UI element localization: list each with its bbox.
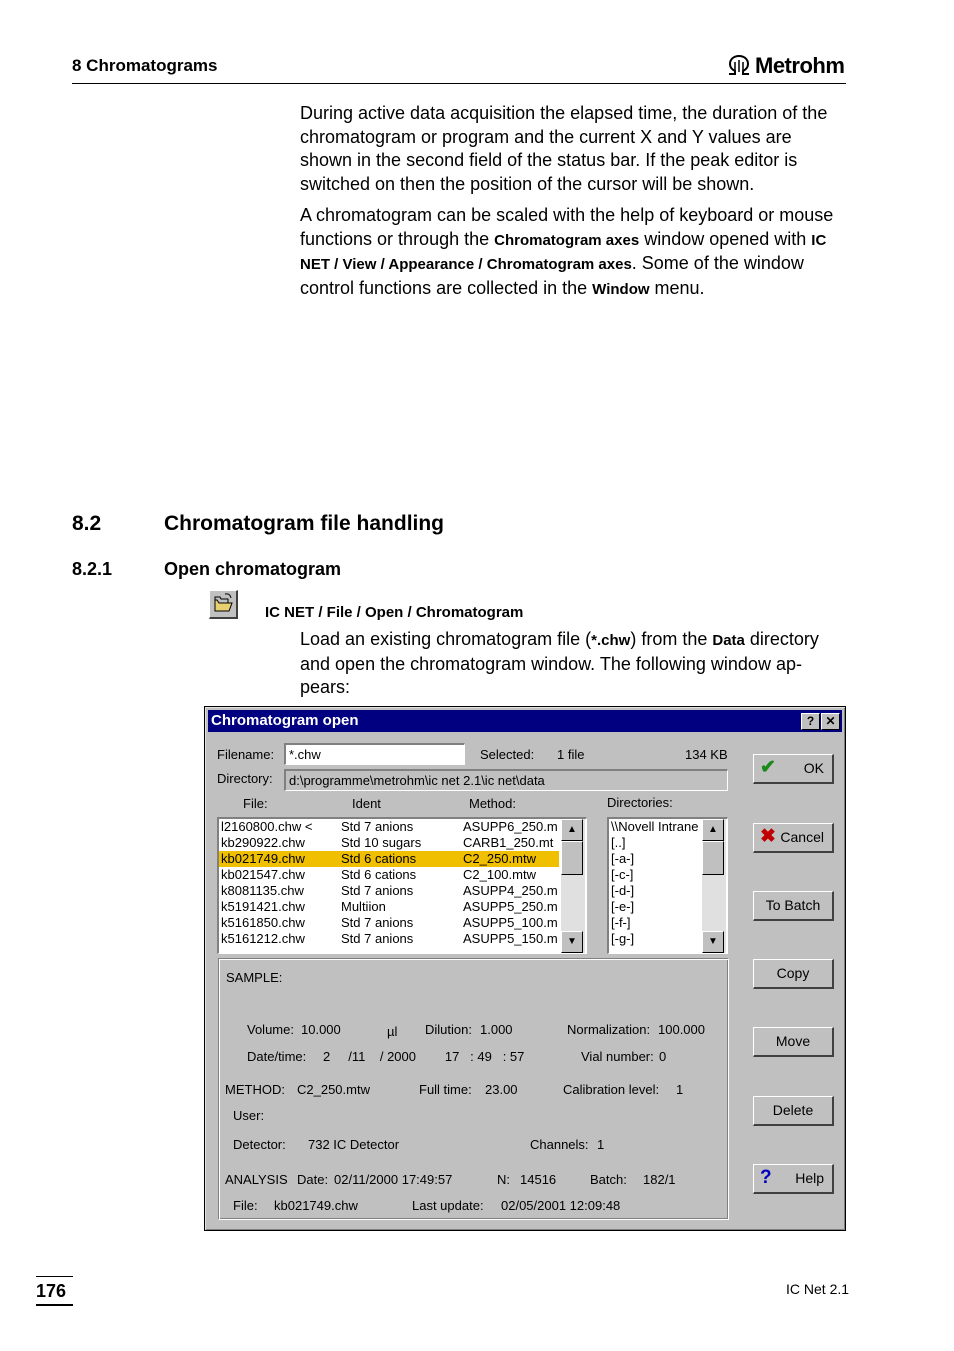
file-list-row[interactable] — [219, 835, 559, 851]
page-number-rule-top — [36, 1276, 73, 1277]
normalization-label: Normalization: — [567, 1022, 651, 1037]
analysis-date-value: 02/11/2000 17:49:57 — [334, 1172, 453, 1187]
datetime-value: 2 /11 / 2000 17 : 49 : 57 — [323, 1049, 525, 1064]
method-label: METHOD: — [225, 1082, 285, 1097]
method-value: C2_250.mtw — [297, 1082, 370, 1097]
normalization-value: 100.000 — [658, 1022, 705, 1037]
directory-list-item[interactable]: [-c-] — [611, 867, 634, 882]
file-list-row[interactable] — [219, 899, 559, 915]
file-list-method: C2_100.mtw — [463, 867, 536, 882]
dilution-label: Dilution: — [425, 1022, 472, 1037]
method-column-header: Method: — [469, 796, 516, 811]
copy-button[interactable]: Copy — [753, 959, 834, 989]
file-list-row[interactable] — [219, 883, 559, 899]
file-column-header: File: — [243, 796, 268, 811]
directory-list-item[interactable]: [-d-] — [611, 883, 635, 898]
open-folder-icon[interactable] — [209, 590, 238, 619]
file-list-file: k5191421.chw — [221, 899, 305, 914]
close-icon[interactable]: ✕ — [821, 713, 840, 730]
cancel-button[interactable] — [753, 823, 834, 853]
file-list[interactable] — [217, 817, 587, 954]
file-list-ident: Multiion — [341, 899, 386, 914]
directory-list-item[interactable]: [-g-] — [611, 931, 635, 946]
fulltime-value: 23.00 — [485, 1082, 518, 1097]
move-button[interactable]: Move — [753, 1027, 834, 1057]
scroll-thumb[interactable] — [702, 841, 724, 875]
file-list-row[interactable] — [219, 915, 559, 931]
file-list-file: kb021749.chw — [221, 851, 305, 866]
directories-list[interactable] — [607, 817, 728, 954]
checkmark-icon: ✔ — [760, 757, 776, 778]
file-list-row[interactable] — [219, 851, 559, 867]
directory-field: d:\programme\metrohm\ic net 2.1\ic net\data — [284, 769, 728, 791]
file-list-ident: Std 10 sugars — [341, 835, 422, 850]
detector-value: 732 IC Detector — [308, 1137, 400, 1152]
file-list-method: ASUPP6_250.m — [463, 819, 558, 834]
last-update-label: Last update: — [412, 1198, 484, 1213]
chapter-heading: 8 Chromatograms — [72, 56, 218, 75]
scroll-up-icon[interactable]: ▲ — [702, 819, 724, 841]
dialog-title-bar — [208, 710, 842, 732]
dilution-value: 1.000 — [480, 1022, 513, 1037]
file-list-ident: Std 7 anions — [341, 915, 414, 930]
file-list-row[interactable] — [219, 931, 559, 947]
last-update-value: 02/05/2001 12:09:48 — [501, 1198, 621, 1213]
to-batch-button[interactable]: To Batch — [753, 891, 834, 921]
paragraph-load: Load an existing chromatogram file (*.chw) from the Data directory and open the chromatogram window. The following window ap-pears: — [300, 629, 819, 697]
selected-label: Selected: — [480, 747, 535, 762]
dir-list-scrollbar[interactable] — [702, 819, 726, 953]
page-number: 176 — [36, 1281, 67, 1301]
channels-value: 1 — [597, 1137, 605, 1152]
directory-list-item[interactable]: \\Novell Intrane — [611, 819, 699, 834]
file-list-method: CARB1_250.mt — [463, 835, 554, 850]
file-list-method: ASUPP4_250.m — [463, 883, 558, 898]
sample-info-panel — [218, 958, 729, 1220]
file-value: kb021749.chw — [274, 1198, 358, 1213]
metrohm-logo — [726, 53, 844, 79]
batch-value: 182/1 — [643, 1172, 676, 1187]
paragraph-scaling: A chromatogram can be scaled with the help of keyboard or mouse functions or through the Chromatogram axes window opened with IC NET / View / Appearance / Chromatogram axes. Some of the window control functions are collected in the Window menu. — [300, 205, 834, 298]
detector-label: Detector: — [233, 1137, 286, 1152]
vial-number-label: Vial number: — [581, 1049, 654, 1064]
volume-value: 10.000 — [301, 1022, 341, 1037]
x-mark-icon: ✖ — [760, 826, 776, 847]
selected-size: 134 KB — [685, 747, 728, 762]
file-list-ident: Std 6 cations — [341, 867, 417, 882]
file-list-ident: Std 6 cations — [341, 851, 417, 866]
dialog-title: Chromatogram open — [211, 712, 359, 729]
directory-list-item[interactable]: [-f-] — [611, 915, 631, 930]
header-rule — [72, 83, 846, 84]
ok-button-label: OK — [803, 760, 824, 776]
file-list-row[interactable] — [219, 819, 559, 835]
datetime-label: Date/time: — [247, 1049, 307, 1064]
chromatogram-open-dialog — [204, 706, 846, 1231]
user-label: User: — [233, 1108, 265, 1123]
section-heading: 8.2 Chromatogram file handling — [72, 512, 445, 535]
file-list-scrollbar[interactable] — [561, 819, 585, 953]
scroll-down-icon[interactable]: ▼ — [702, 931, 724, 953]
help-button-label: Help — [795, 1170, 824, 1186]
file-list-file: kb021547.chw — [221, 867, 305, 882]
file-list-method: ASUPP5_100.m — [463, 915, 558, 930]
cancel-button-label: Cancel — [780, 829, 824, 845]
paragraph-status-bar: During active data acquisition the elapsed time, the duration of the chromatogram or program and the current X and Y values are shown in the second field of the status bar. If the peak editor is switched on then the position of the cursor will be shown. — [300, 103, 828, 194]
file-list-file: kb290922.chw — [221, 835, 305, 850]
fulltime-label: Full time: — [419, 1082, 472, 1097]
selected-value: 1 file — [557, 747, 585, 762]
help-button[interactable] — [753, 1164, 834, 1194]
n-label: N: — [497, 1172, 510, 1187]
page-number-rule — [36, 1304, 73, 1306]
directories-label: Directories: — [607, 795, 673, 810]
file-list-file: k8081135.chw — [221, 883, 304, 898]
directory-label: Directory: — [217, 771, 273, 786]
calibration-level-label: Calibration level: — [563, 1082, 660, 1097]
ok-button[interactable] — [753, 754, 834, 784]
vial-number-value: 0 — [659, 1049, 667, 1064]
file-label: File: — [233, 1198, 258, 1213]
product-name: IC Net 2.1 — [786, 1281, 850, 1297]
filename-label: Filename: — [217, 747, 275, 762]
file-list-file: k5161212.chw — [221, 931, 305, 946]
calibration-level-value: 1 — [676, 1082, 684, 1097]
scroll-thumb[interactable] — [561, 841, 583, 875]
directory-list-item[interactable]: [-a-] — [611, 851, 635, 866]
file-list-method: C2_250.mtw — [463, 851, 536, 866]
file-list-file: l2160800.chw < — [221, 819, 313, 834]
volume-label: Volume: — [247, 1022, 294, 1037]
question-mark-icon: ? — [760, 1167, 772, 1188]
file-list-row[interactable] — [219, 867, 559, 883]
directory-list-item[interactable]: [..] — [611, 835, 626, 850]
file-list-ident: Std 7 anions — [341, 883, 414, 898]
ident-column-header: Ident — [352, 796, 381, 811]
n-value: 14516 — [520, 1172, 557, 1187]
subsection-heading: 8.2.1 Open chromatogram — [72, 559, 342, 579]
channels-label: Channels: — [530, 1137, 589, 1152]
omega-logo-icon — [726, 54, 752, 76]
delete-button[interactable]: Delete — [753, 1096, 834, 1126]
scroll-up-icon[interactable]: ▲ — [561, 819, 583, 841]
filename-input[interactable]: *.chw — [284, 743, 465, 765]
file-list-ident: Std 7 anions — [341, 931, 414, 946]
file-list-method: ASUPP5_150.m — [463, 931, 558, 946]
file-list-method: ASUPP5_250.m — [463, 899, 558, 914]
file-list-file: k5161850.chw — [221, 915, 305, 930]
scroll-down-icon[interactable]: ▼ — [561, 931, 583, 953]
file-list-ident: Std 7 anions — [341, 819, 414, 834]
sample-label: SAMPLE: — [226, 970, 283, 985]
analysis-date-label: Date: — [297, 1172, 329, 1187]
directory-list-item[interactable]: [-e-] — [611, 899, 635, 914]
analysis-label: ANALYSIS — [225, 1172, 288, 1187]
help-icon[interactable]: ? — [801, 713, 820, 730]
batch-label: Batch: — [590, 1172, 627, 1187]
logo-text: Metrohm — [755, 53, 845, 78]
menu-path: IC NET / File / Open / Chromatogram — [265, 604, 524, 621]
volume-unit: µl — [387, 1024, 398, 1039]
